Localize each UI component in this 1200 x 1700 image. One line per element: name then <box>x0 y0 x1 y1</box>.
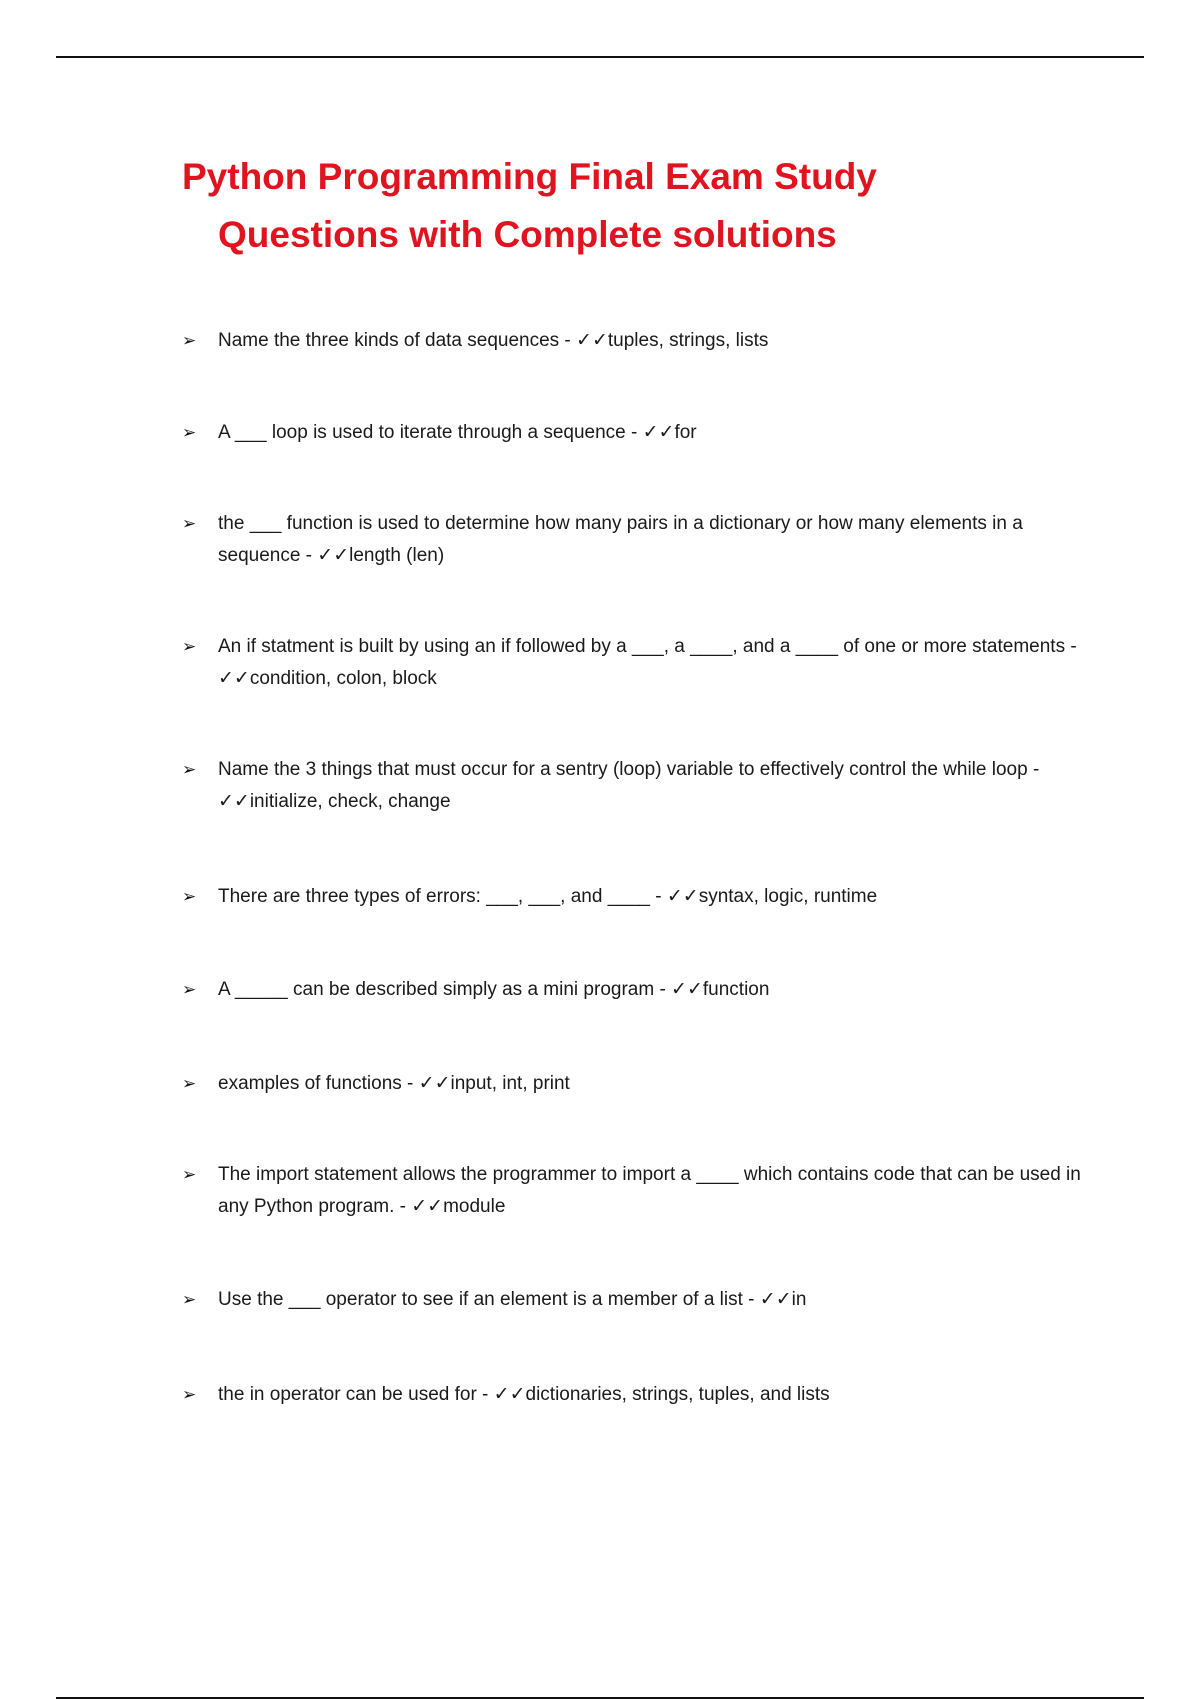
list-item <box>182 974 1092 1006</box>
list-item <box>182 508 1092 572</box>
list-item <box>182 417 1092 449</box>
arrow-bullet-icon: ➢ <box>182 1165 197 1184</box>
list-item <box>182 881 1092 913</box>
list-item-text: the in operator can be used for - ✓✓dictionaries, strings, tuples, and lists <box>218 1384 830 1405</box>
arrow-bullet-icon: ➢ <box>182 637 197 656</box>
list-item-text: A _____ can be described simply as a mini program - ✓✓function <box>218 979 770 1000</box>
arrow-bullet-icon: ➢ <box>182 1385 197 1404</box>
list-item <box>182 325 1092 357</box>
list-item-text: examples of functions - ✓✓input, int, print <box>218 1073 570 1094</box>
document-title <box>182 148 1002 264</box>
arrow-bullet-icon: ➢ <box>182 514 197 533</box>
arrow-bullet-icon: ➢ <box>182 423 197 442</box>
list-item <box>182 1379 1092 1411</box>
list-item-text: Name the 3 things that must occur for a sentry (loop) variable to effectively control the while loop - ✓✓initialize, check, change <box>218 759 1040 812</box>
arrow-bullet-icon: ➢ <box>182 1074 197 1093</box>
list-item-text: Name the three kinds of data sequences - ✓✓tuples, strings, lists <box>218 330 769 351</box>
footer-rule <box>56 1697 1144 1699</box>
arrow-bullet-icon: ➢ <box>182 887 197 906</box>
title-line-2: Questions with Complete solutions <box>218 214 837 255</box>
list-item-text: A ___ loop is used to iterate through a sequence - ✓✓for <box>218 422 697 443</box>
header-rule <box>56 56 1144 58</box>
list-item <box>182 1159 1092 1223</box>
arrow-bullet-icon: ➢ <box>182 760 197 779</box>
list-item-text: the ___ function is used to determine how many pairs in a dictionary or how many elements in a sequence - ✓✓length (len) <box>218 513 1023 566</box>
list-item-text: An if statment is built by using an if followed by a ___, a ____, and a ____ of one or more statements - ✓✓condition, colon, block <box>218 636 1077 689</box>
list-item-text: There are three types of errors: ___, ___, and ____ - ✓✓syntax, logic, runtime <box>218 886 878 907</box>
list-item <box>182 1284 1092 1316</box>
arrow-bullet-icon: ➢ <box>182 1290 197 1309</box>
list-item <box>182 754 1092 818</box>
list-item-text: Use the ___ operator to see if an element is a member of a list - ✓✓in <box>218 1289 807 1310</box>
title-line-1: Python Programming Final Exam Study <box>182 156 877 197</box>
arrow-bullet-icon: ➢ <box>182 980 197 999</box>
arrow-bullet-icon: ➢ <box>182 331 197 350</box>
list-item <box>182 631 1092 695</box>
list-item-text: The import statement allows the programmer to import a ____ which contains code that can be used in any Python program. - ✓✓module <box>218 1164 1081 1217</box>
list-item <box>182 1068 1092 1100</box>
